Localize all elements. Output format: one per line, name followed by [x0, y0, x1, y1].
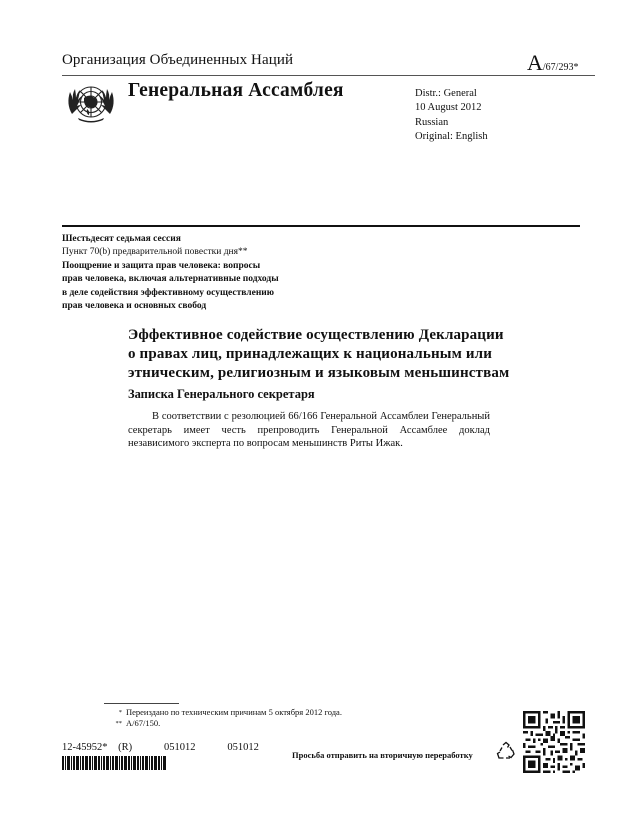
document-number: 12-45952* (R) 051012 051012 — [62, 742, 259, 753]
agenda-item-title-line: прав человека, включая альтернативные подходы — [62, 274, 279, 285]
body-paragraph: В соответствии с резолюцией 66/166 Генеральной Ассамблеи Генеральный секретарь имеет честь препроводить Генеральной Ассамблее доклад независимого эксперта по вопросам меньшинств Риты Ижак. — [128, 411, 490, 450]
symbol-letter: A — [527, 50, 543, 75]
document-title — [128, 326, 528, 384]
footnote-text: A/67/150. — [126, 718, 161, 728]
symbol-number: /67/293* — [542, 62, 579, 73]
footnote-marker: ** — [115, 720, 122, 727]
footnote — [114, 718, 342, 729]
agenda-item-title-line: Поощрение и защита прав человека: вопросы — [62, 260, 261, 271]
date-line: 10 August 2012 — [415, 102, 482, 114]
document-symbol — [527, 50, 578, 76]
organization-name: Организация Объединенных Наций — [62, 52, 294, 68]
agenda-item: Пункт 70(b) предварительной повестки дня** — [62, 247, 248, 258]
document-title-line: Эффективное содействие осуществлению Декларации — [128, 327, 504, 343]
distribution-block — [415, 87, 488, 144]
footnote-divider — [104, 703, 179, 704]
session-block — [62, 233, 362, 313]
footnote — [114, 707, 342, 718]
session-name: Шестьдесят седьмая сессия — [62, 234, 181, 244]
agenda-item-title-line: в деле содействия эффективному осуществлению — [62, 287, 275, 298]
language-line: Russian — [415, 116, 449, 128]
session-divider — [62, 225, 580, 227]
footnote-marker: * — [118, 709, 122, 716]
document-title-line: о правах лиц, принадлежащих к национальным или — [128, 346, 493, 363]
agenda-item-title-line: прав человека и основных свобод — [62, 301, 207, 312]
barcode-icon — [62, 756, 179, 770]
un-emblem-icon — [64, 80, 118, 124]
recycle-icon — [496, 741, 516, 761]
header-divider — [62, 75, 595, 76]
note-title: Записка Генерального секретаря — [128, 387, 315, 401]
distr-line: Distr.: General — [415, 88, 477, 99]
footnote-text: Переиздано по техническим причинам 5 октября 2012 года. — [126, 707, 342, 717]
footnotes — [114, 707, 342, 729]
qr-code-icon — [523, 711, 585, 773]
document-title-line: этническим, религиозным и языковым меньшинствам — [128, 365, 510, 382]
body-title: Генеральная Ассамблея — [128, 80, 344, 101]
recycle-note: Просьба отправить на вторичную переработку — [292, 750, 473, 760]
original-language-line: Original: English — [415, 130, 488, 142]
